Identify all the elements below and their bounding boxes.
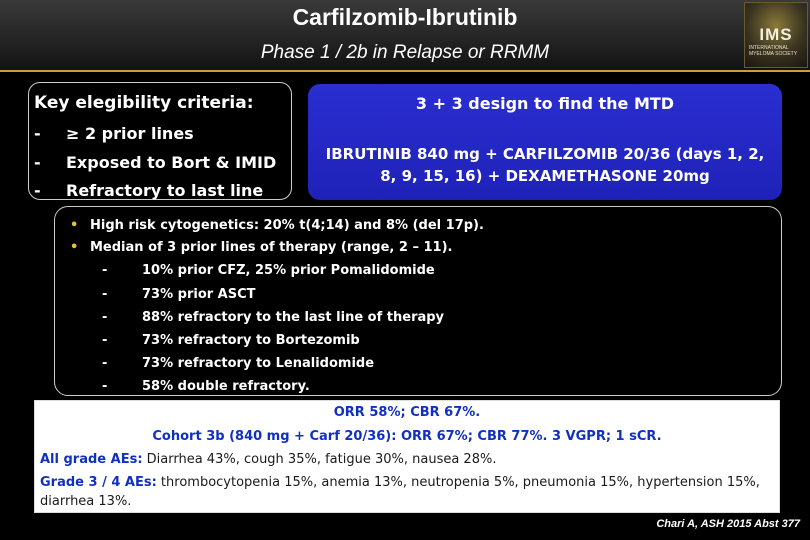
stats-sub-item: - 58% double refractory. (102, 379, 310, 394)
header-divider (0, 70, 810, 72)
results-orr: ORR 58%; CBR 67%. (333, 405, 481, 420)
criteria-heading: Key elegibility criteria: (34, 93, 254, 113)
results-cohort: Cohort 3b (840 mg + Carf 20/36): ORR 67%; CBR 77%. 3 VGPR; 1 sCR. (152, 429, 662, 444)
design-regimen: IBRUTINIB 840 mg + CARFILZOMIB 20/36 (days 1, 2, 8, 9, 15, 16) + DEXAMETHASONE 20mg (325, 145, 765, 185)
ims-logo-icon (744, 2, 808, 68)
criteria-item: - Exposed to Bort & IMID (34, 153, 277, 172)
stats-sub-item: - 73% refractory to Lenalidomide (102, 356, 375, 371)
results-ae-all: All grade AEs: Diarrhea 43%, cough 35%, fatigue 30%, nausea 28%. (40, 452, 497, 467)
logo-text: IMS (759, 25, 793, 44)
design-title: 3 + 3 design to find the MTD (415, 94, 675, 113)
stats-bullet: • Median of 3 prior lines of therapy (range, 2 – 11). (70, 240, 453, 255)
slide-title: Carfilzomib-Ibrutinib (292, 4, 518, 30)
results-ae-grade34-cont: diarrhea 13%. (40, 494, 132, 509)
slide-subtitle: Phase 1 / 2b in Relapse or RRMM (260, 42, 550, 63)
stats-bullet: • High risk cytogenetics: 20% t(4;14) and 8% (del 17p). (70, 218, 484, 233)
criteria-item: - Refractory to last line (34, 181, 264, 200)
criteria-item: - ≥ 2 prior lines (34, 124, 194, 143)
results-ae-grade34: Grade 3 / 4 AEs: thrombocytopenia 15%, anemia 13%, neutropenia 5%, pneumonia 15%, hypertension 15%, (40, 475, 760, 490)
stats-sub-item: - 73% refractory to Bortezomib (102, 333, 360, 348)
stats-sub-item: - 88% refractory to the last line of therapy (102, 310, 445, 325)
stats-sub-item: - 73% prior ASCT (102, 287, 256, 302)
stats-sub-item: - 10% prior CFZ, 25% prior Pomalidomide (102, 263, 435, 278)
citation: Chari A, ASH 2015 Abst 377 (656, 518, 800, 530)
logo-subtitle: INTERNATIONAL MYELOMA SOCIETY (749, 45, 798, 57)
